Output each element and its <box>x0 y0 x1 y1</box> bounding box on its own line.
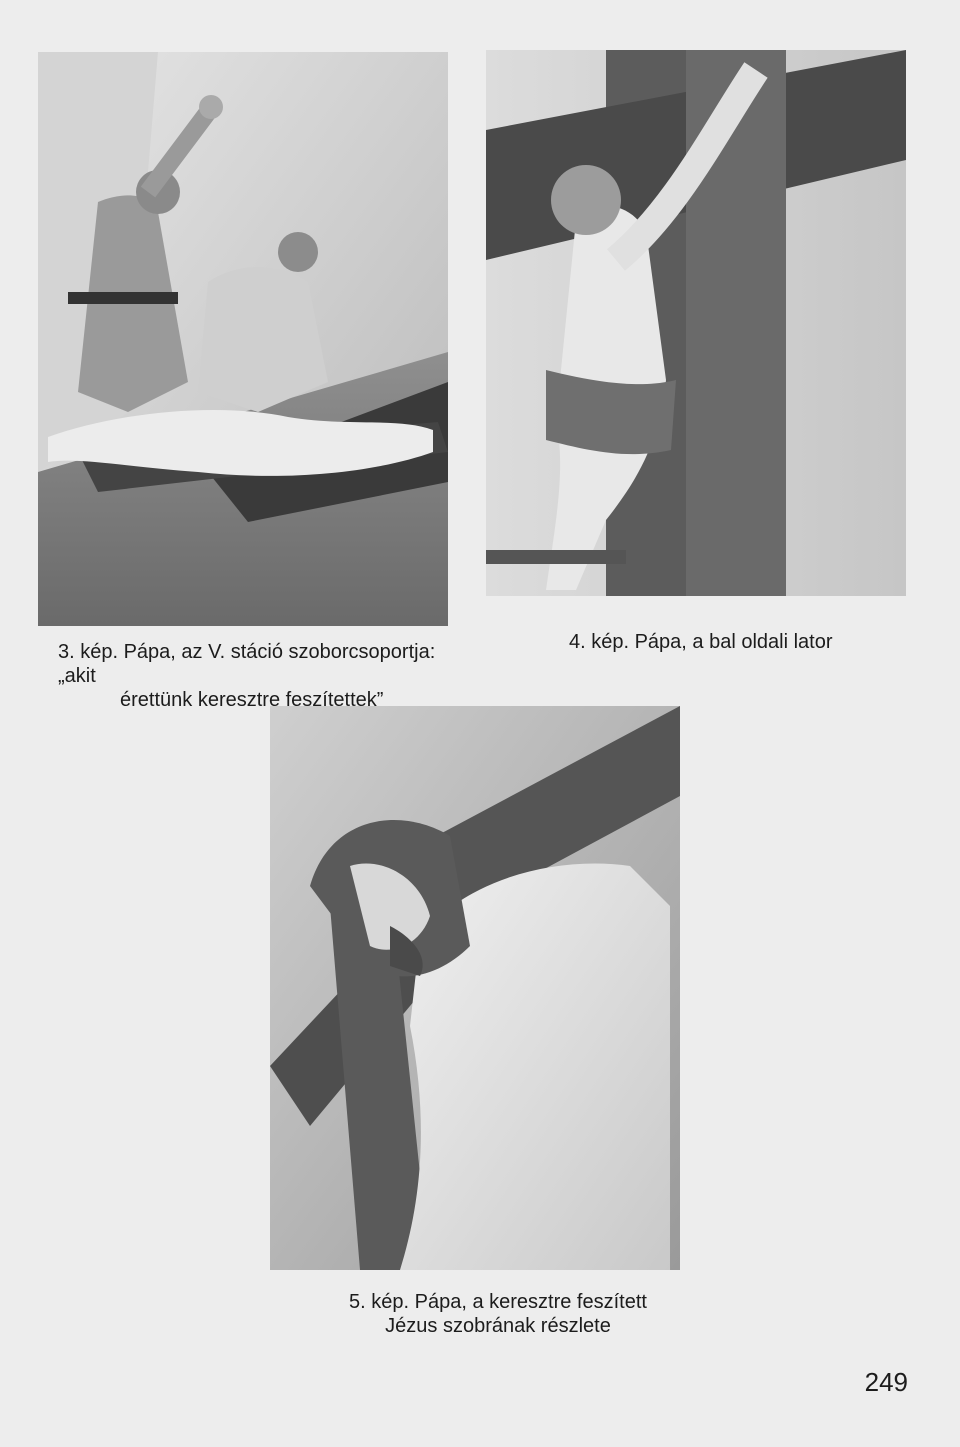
figure-5-photo <box>270 706 680 1270</box>
figure-5-caption-line-2: Jézus szobrának részlete <box>385 1315 611 1337</box>
figure-3-caption-line-1: 3. kép. Pápa, az V. stáció szoborcsoportja: „akit <box>58 641 436 687</box>
figure-3-photo <box>38 52 448 626</box>
statue-group-image <box>38 52 448 626</box>
jesus-statue-detail-image <box>270 706 680 1270</box>
thief-statue-image <box>486 50 906 596</box>
figure-4-photo <box>486 50 906 596</box>
figure-3-caption <box>58 640 438 712</box>
figure-5-caption-line-1: 5. kép. Pápa, a keresztre feszített <box>349 1291 647 1313</box>
page-number: 249 <box>864 1367 908 1397</box>
figure-5-caption <box>338 1290 658 1338</box>
figure-3-caption-line-2: érettünk keresztre feszítettek” <box>120 689 384 711</box>
figure-4-caption: 4. kép. Pápa, a bal oldali lator <box>569 631 833 653</box>
